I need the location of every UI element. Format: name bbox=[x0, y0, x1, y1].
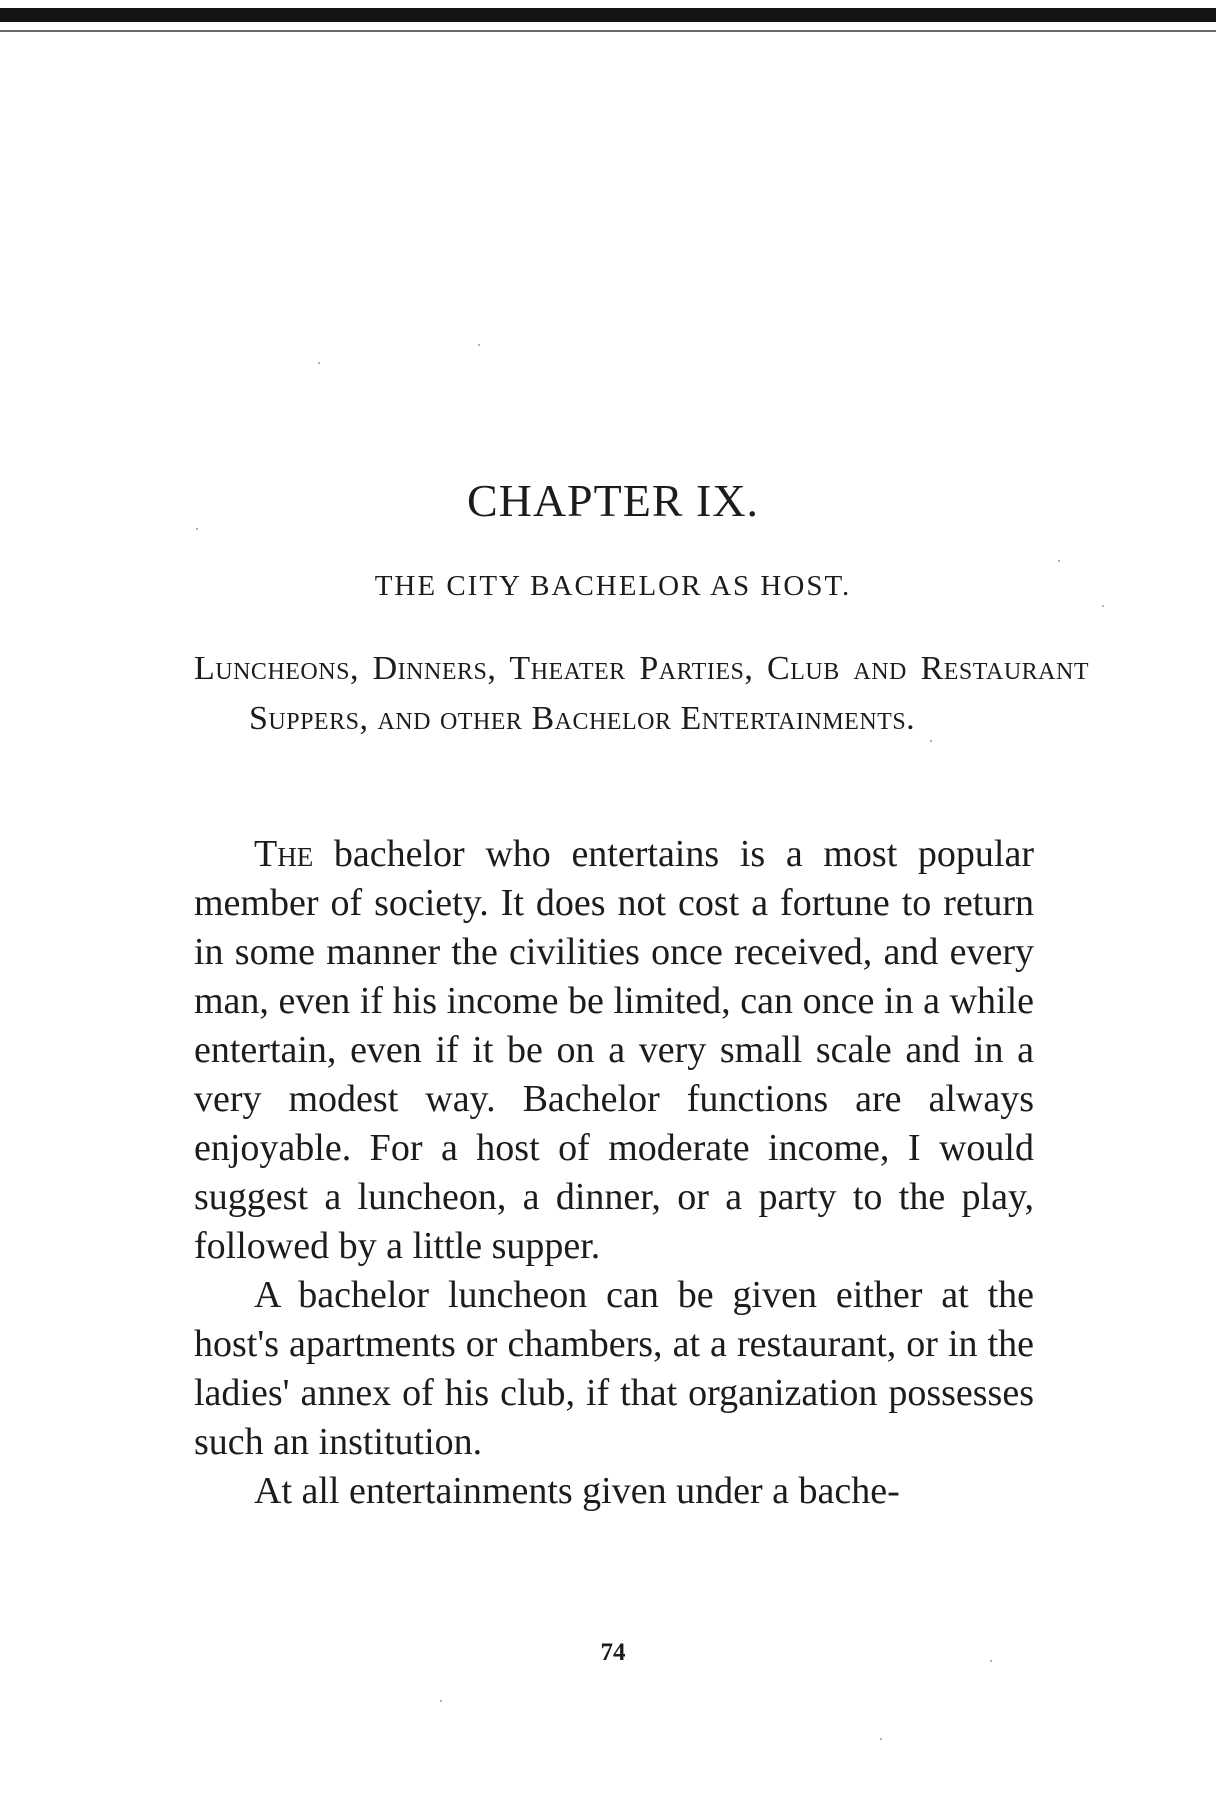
paragraph-lead-word: The bbox=[254, 833, 314, 875]
chapter-subtitle: THE CITY BACHELOR AS HOST. bbox=[374, 570, 852, 602]
scan-speck bbox=[990, 1660, 992, 1662]
scan-speck bbox=[318, 362, 320, 364]
body-text bbox=[194, 830, 1034, 1516]
scan-speck bbox=[1102, 605, 1104, 607]
page-number: 74 bbox=[600, 1639, 626, 1666]
top-rule bbox=[0, 8, 1216, 22]
chapter-synopsis: Luncheons, Dinners, Theater Parties, Club and Restaurant Suppers, and other Bachelor Entertainments. bbox=[194, 650, 1089, 737]
scan-speck bbox=[880, 1738, 882, 1740]
chapter-title: CHAPTER IX. bbox=[466, 475, 760, 526]
paragraph-2 bbox=[194, 1271, 1034, 1467]
scan-speck bbox=[1058, 560, 1060, 562]
paragraph-text: bachelor who entertains is a most popular member of society. It does not cost a fortune to return in some manner the civilities once received, and every man, even if his income be limited, can once in a while entertain, even if it be on a very small scale and in a very modest way. Bachelor functions are always enjoyable. For a host of moderate income, I would suggest a luncheon, a dinner, or a party to the play, followed by a little supper. bbox=[194, 833, 1034, 1267]
scan-speck bbox=[930, 740, 932, 742]
paragraph-text: A bachelor luncheon can be given either at the host's apartments or chambers, at a restaurant, or in the ladies' annex of his club, if that organization possesses such an institution. bbox=[194, 1274, 1034, 1463]
top-rule-thin bbox=[0, 30, 1216, 32]
scan-speck bbox=[440, 1700, 442, 1702]
paragraph-text: At all entertainments given under a bache- bbox=[254, 1470, 900, 1512]
scan-speck bbox=[196, 528, 198, 530]
paragraph-3 bbox=[194, 1467, 1034, 1516]
scan-speck bbox=[478, 344, 480, 346]
paragraph-1 bbox=[194, 830, 1034, 1271]
